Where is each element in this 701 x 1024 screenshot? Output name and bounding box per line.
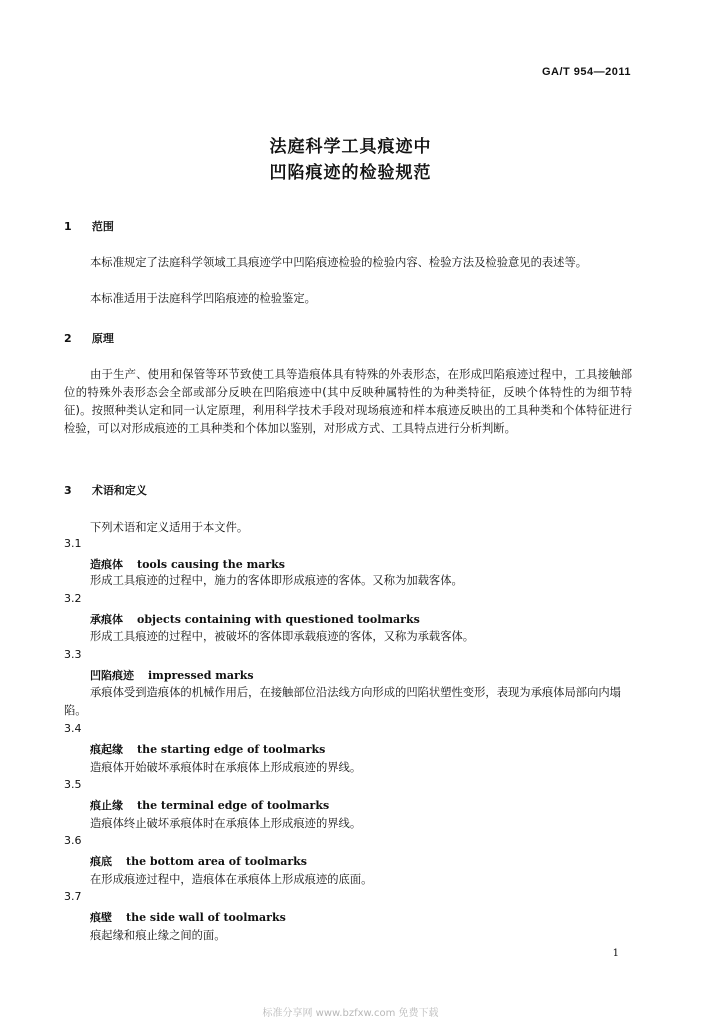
term-definition: 形成工具痕迹的过程中，施力的客体即形成痕迹的客体。又称为加载客体。	[90, 574, 463, 587]
term-zh: 承痕体	[90, 613, 123, 626]
term-zh: 痕底	[90, 855, 112, 868]
term-number: 3.4	[64, 722, 82, 735]
section-title: 原理	[91, 332, 114, 345]
term-number: 3.7	[64, 890, 82, 903]
term-number: 3.5	[64, 778, 82, 791]
section-3-heading	[64, 482, 147, 498]
title-line-2: 凹陷痕迹的检验规范	[269, 163, 432, 183]
term-zh: 痕壁	[90, 911, 112, 924]
term-en: the side wall of toolmarks	[126, 911, 286, 924]
section-number: 2	[64, 332, 72, 345]
term-zh: 痕起缘	[90, 743, 123, 756]
term-definition: 形成工具痕迹的过程中，被破坏的客体即承载痕迹的客体，又称为承载客体。	[90, 630, 475, 643]
section-title: 范围	[91, 220, 114, 233]
term-en: objects containing with questioned toolmarks	[137, 613, 420, 626]
term-number: 3.6	[64, 834, 82, 847]
term-en: the bottom area of toolmarks	[126, 855, 307, 868]
section-1-para-1: 本标准规定了法庭科学领域工具痕迹学中凹陷痕迹检验的检验内容、检验方法及检验意见的表述等。	[90, 256, 588, 269]
term-heading	[90, 797, 329, 813]
document-code: GA/T 954—2011	[541, 66, 631, 78]
section-title: 术语和定义	[91, 484, 147, 497]
term-definition: 承痕体受到造痕体的机械作用后，在接触部位沿法线方向形成的凹陷状塑性变形，表现为承痕体局部向内塌陷。	[64, 686, 621, 717]
term-heading	[90, 667, 254, 683]
term-heading	[90, 741, 325, 757]
term-number: 3.1	[64, 537, 82, 550]
section-1-para-2: 本标准适用于法庭科学凹陷痕迹的检验鉴定。	[90, 292, 316, 305]
term-heading	[90, 853, 307, 869]
term-heading	[90, 909, 286, 925]
term-definition: 痕起缘和痕止缘之间的面。	[90, 929, 226, 942]
section-3-para-1: 下列术语和定义适用于本文件。	[90, 521, 249, 534]
term-en: tools causing the marks	[137, 558, 285, 571]
section-number: 3	[64, 484, 72, 497]
section-number: 1	[64, 220, 72, 233]
term-heading	[90, 611, 420, 627]
term-number: 3.2	[64, 592, 82, 605]
section-1-heading	[64, 218, 114, 234]
term-definition: 造痕体终止破坏承痕体时在承痕体上形成痕迹的界线。	[90, 817, 362, 830]
title-line-1: 法庭科学工具痕迹中	[269, 137, 432, 157]
term-zh: 造痕体	[90, 558, 123, 571]
section-2-heading	[64, 330, 114, 346]
term-zh: 凹陷痕迹	[90, 669, 134, 682]
term-heading	[90, 556, 285, 572]
term-definition: 造痕体开始破坏承痕体时在承痕体上形成痕迹的界线。	[90, 761, 362, 774]
term-en: impressed marks	[148, 669, 254, 682]
page-number: 1	[612, 948, 619, 959]
section-2-para-1: 由于生产、使用和保管等环节致使工具等造痕体具有特殊的外表形态，在形成凹陷痕迹过程中，工具接触部位的特殊外表形态会全部或部分反映在凹陷痕迹中(其中反映种属特性的为种类特征，反映个体特性的为细节特征)。按照种类认定和同一认定原理，利用科学技术手段对现场痕迹和样本痕迹反映出的工具种类和个体特征进行检验，可以对形成痕迹的工具种类和个体加以鉴别，对形成方式、工具特点进行分析判断。	[64, 368, 632, 435]
footer-watermark: 标准分享网 www.bzfxw.com 免费下载	[262, 1008, 439, 1019]
term-en: the terminal edge of toolmarks	[137, 799, 330, 812]
term-number: 3.3	[64, 648, 82, 661]
term-en: the starting edge of toolmarks	[137, 743, 326, 756]
term-zh: 痕止缘	[90, 799, 123, 812]
term-definition: 在形成痕迹过程中，造痕体在承痕体上形成痕迹的底面。	[90, 873, 373, 886]
